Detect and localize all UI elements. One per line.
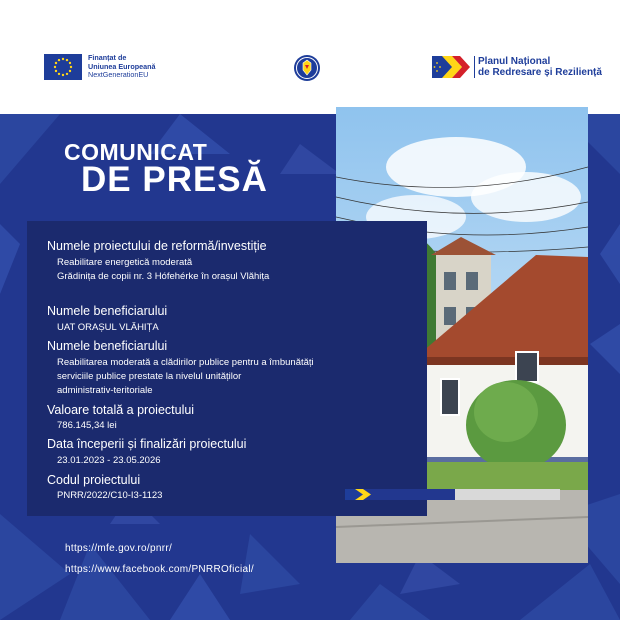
- dates-label: Data începerii și finalizări proiectului: [47, 437, 247, 451]
- eu-text-line2: Uniunea Europeană: [88, 61, 156, 71]
- facebook-link[interactable]: https://www.facebook.com/PNRROficial/: [65, 564, 254, 575]
- beneficiary-2-label: Numele beneficiarului: [47, 339, 168, 353]
- project-name-label: Numele proiectului de reformă/investiție: [47, 239, 267, 253]
- pnrr-arrow-icon: [432, 56, 470, 78]
- beneficiary-value: UAT ORAȘUL VLĂHIȚA: [57, 322, 159, 333]
- eu-funding-logo: [44, 54, 156, 80]
- romanian-government-crest-icon: [293, 54, 321, 82]
- beneficiary-2-value-1: Reabilitarea moderată a clădirilor publice pentru a îmbunătăți: [57, 357, 314, 368]
- flag-progress-strip: [345, 489, 560, 500]
- project-name-value-2: Grădinița de copii nr. 3 Hófehérke în orașul Vlăhița: [57, 271, 270, 282]
- eu-text-line1: Finanțat de: [88, 53, 127, 63]
- eu-flag-icon: [44, 54, 82, 80]
- total-value-label: Valoare totală a proiectului: [47, 403, 195, 417]
- project-code-value: PNRR/2022/C10-I3-1123: [57, 490, 163, 501]
- beneficiary-2-value-2: serviciile publice prestate la nivelul unităților: [57, 371, 242, 382]
- eu-text-line3: NextGenerationEU: [88, 70, 149, 80]
- header-bar: [0, 0, 620, 114]
- beneficiary-label: Numele beneficiarului: [47, 304, 168, 318]
- beneficiary-2-value-3: administrativ-teritoriale: [57, 385, 153, 396]
- total-value: 786.145,34 lei: [57, 420, 117, 431]
- pnrr-text-line2: de Redresare și Reziliență: [474, 67, 602, 78]
- project-name-value-1: Reabilitare energetică moderată: [57, 257, 193, 268]
- pnrr-logo: [432, 56, 602, 78]
- pnrr-text-line1: Planul Național: [474, 56, 602, 67]
- project-code-label: Codul proiectului: [47, 473, 141, 487]
- mfe-website-link[interactable]: https://mfe.gov.ro/pnrr/: [65, 543, 173, 554]
- dates-value: 23.01.2023 - 23.05.2026: [57, 455, 161, 466]
- title-line1: COMUNICAT: [64, 139, 208, 165]
- title-line2: DE PRESĂ: [81, 160, 268, 199]
